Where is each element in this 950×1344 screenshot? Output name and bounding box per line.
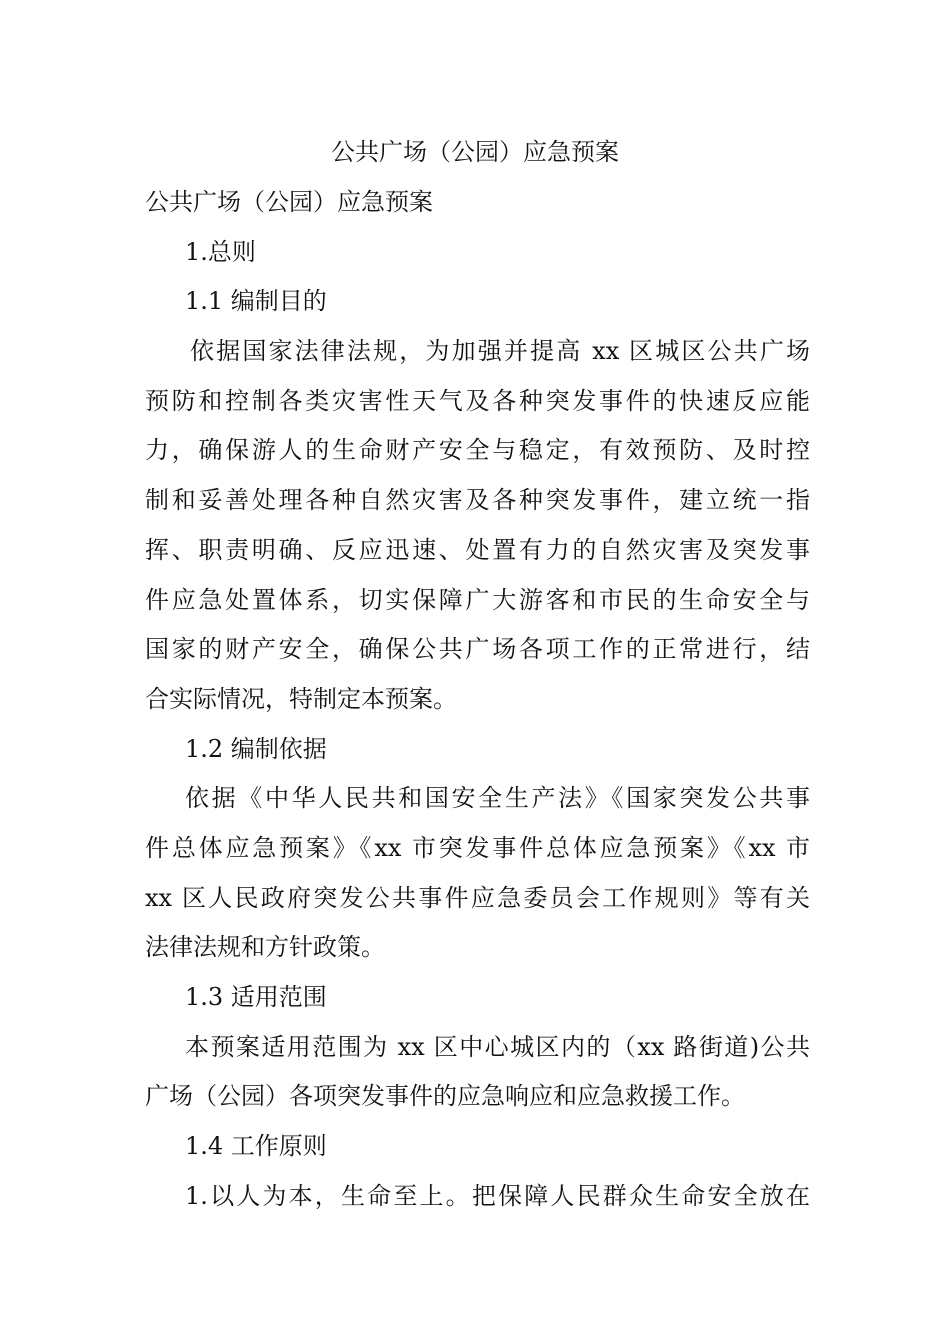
heading-principles: 1.4 工作原则 [185, 1132, 327, 1161]
paragraph-line: 件总体应急预案》《xx 市突发事件总体应急预案》《xx 市 [145, 833, 810, 862]
paragraph-line: xx 区人民政府突发公共事件应急委员会工作规则》等有关 [145, 883, 810, 912]
paragraph-line: 预防和控制各类灾害性天气及各种突发事件的快速反应能 [145, 386, 810, 415]
paragraph-line: 本预案适用范围为 xx 区中心城区内的（xx 路街道)公共 [185, 1032, 810, 1061]
paragraph-line: 挥、职责明确、反应迅速、处置有力的自然灾害及突发事 [145, 535, 810, 564]
paragraph-line: 国家的财产安全，确保公共广场各项工作的正常进行，结 [145, 635, 810, 664]
heading-basis: 1.2 编制依据 [185, 734, 327, 763]
paragraph-line: 1.以人为本，生命至上。把保障人民群众生命安全放在 [185, 1181, 810, 1210]
paragraph-line: 广场（公园）各项突发事件的应急响应和应急救援工作。 [145, 1082, 745, 1111]
paragraph-line: 力，确保游人的生命财产安全与稳定，有效预防、及时控 [145, 436, 810, 465]
paragraph-line: 件应急处置体系，切实保障广大游客和市民的生命安全与 [145, 585, 810, 614]
paragraph-line: 依据《中华人民共和国安全生产法》《国家突发公共事 [185, 784, 810, 813]
paragraph-line: 法律法规和方针政策。 [145, 933, 385, 962]
paragraph-line: 制和妥善处理各种自然灾害及各种突发事件，建立统一指 [145, 486, 810, 515]
paragraph-line: 合实际情况，特制定本预案。 [145, 684, 457, 713]
heading-scope: 1.3 适用范围 [185, 983, 327, 1011]
heading-purpose: 1.1 编制目的 [185, 287, 327, 316]
document-title: 公共广场（公园）应急预案 [331, 138, 619, 166]
document-body [145, 178, 810, 1221]
heading-general: 1.总则 [185, 237, 256, 266]
subtitle-line: 公共广场（公园）应急预案 [145, 188, 433, 216]
paragraph-line: 依据国家法律法规，为加强并提高 xx 区城区公共广场 [190, 337, 810, 366]
